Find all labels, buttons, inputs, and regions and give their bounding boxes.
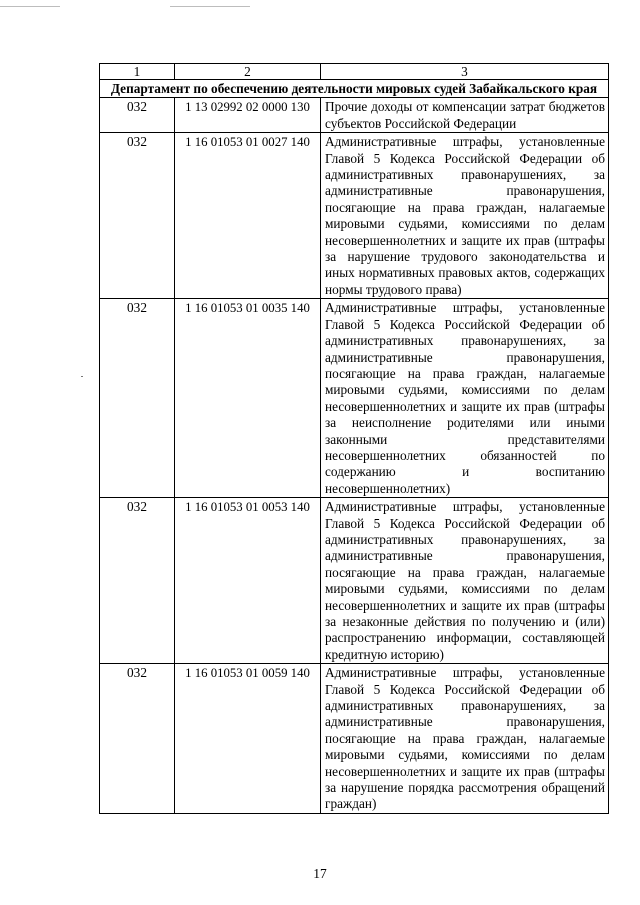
kbk-code-cell: 1 16 01053 01 0059 140	[175, 664, 321, 814]
kbk-code-cell: 1 13 02992 02 0000 130	[175, 98, 321, 133]
column-number-row	[100, 64, 609, 80]
kbk-code-cell: 1 16 01053 01 0053 140	[175, 498, 321, 664]
scan-speck	[81, 376, 83, 377]
department-title: Департамент по обеспечению деятельности мировых судей Забайкальского края	[100, 80, 609, 98]
scan-edge-line	[0, 6, 60, 7]
table-row	[100, 133, 609, 299]
scan-edge-line	[170, 6, 250, 7]
kbk-code-cell: 1 16 01053 01 0035 140	[175, 299, 321, 498]
description-cell: Административные штрафы, установленные Главой 5 Кодекса Российской Федерации об административных правонарушениях, за административные правонарушения, посягающие на права граждан, налагаемые мировыми судьями, комиссиями по делам несовершеннолетних и защите их прав (штрафы за незаконные действия по получению и (или) распространению информации, составляющей кредитную историю)	[321, 498, 609, 664]
column-header-3: 3	[321, 64, 609, 80]
column-header-2: 2	[175, 64, 321, 80]
description-cell: Прочие доходы от компенсации затрат бюджетов субъектов Российской Федерации	[321, 98, 609, 133]
department-row	[100, 80, 609, 98]
admin-code-cell: 032	[100, 299, 175, 498]
table-row	[100, 664, 609, 814]
table-row	[100, 299, 609, 498]
table-row	[100, 98, 609, 133]
table-row	[100, 498, 609, 664]
revenue-codes-table	[99, 63, 609, 814]
admin-code-cell: 032	[100, 133, 175, 299]
kbk-code-cell: 1 16 01053 01 0027 140	[175, 133, 321, 299]
description-cell: Административные штрафы, установленные Главой 5 Кодекса Российской Федерации об административных правонарушениях, за административные правонарушения, посягающие на права граждан, налагаемые мировыми судьями, комиссиями по делам несовершеннолетних и защите их прав (штрафы за нарушение трудового законодательства и иных нормативных правовых актов, содержащих нормы трудового права)	[321, 133, 609, 299]
page-number: 17	[313, 866, 327, 881]
description-cell: Административные штрафы, установленные Главой 5 Кодекса Российской Федерации об административных правонарушениях, за административные правонарушения, посягающие на права граждан, налагаемые мировыми судьями, комиссиями по делам несовершеннолетних и защите их прав (штрафы за нарушение порядка рассмотрения обращений граждан)	[321, 664, 609, 814]
admin-code-cell: 032	[100, 664, 175, 814]
column-header-1: 1	[100, 64, 175, 80]
admin-code-cell: 032	[100, 98, 175, 133]
description-cell: Административные штрафы, установленные Главой 5 Кодекса Российской Федерации об административных правонарушениях, за административные правонарушения, посягающие на права граждан, налагаемые мировыми судьями, комиссиями по делам несовершеннолетних и защите их прав (штрафы за неисполнение родителями или иными законными представителями несовершеннолетних обязанностей по содержанию и воспитанию несовершеннолетних)	[321, 299, 609, 498]
admin-code-cell: 032	[100, 498, 175, 664]
